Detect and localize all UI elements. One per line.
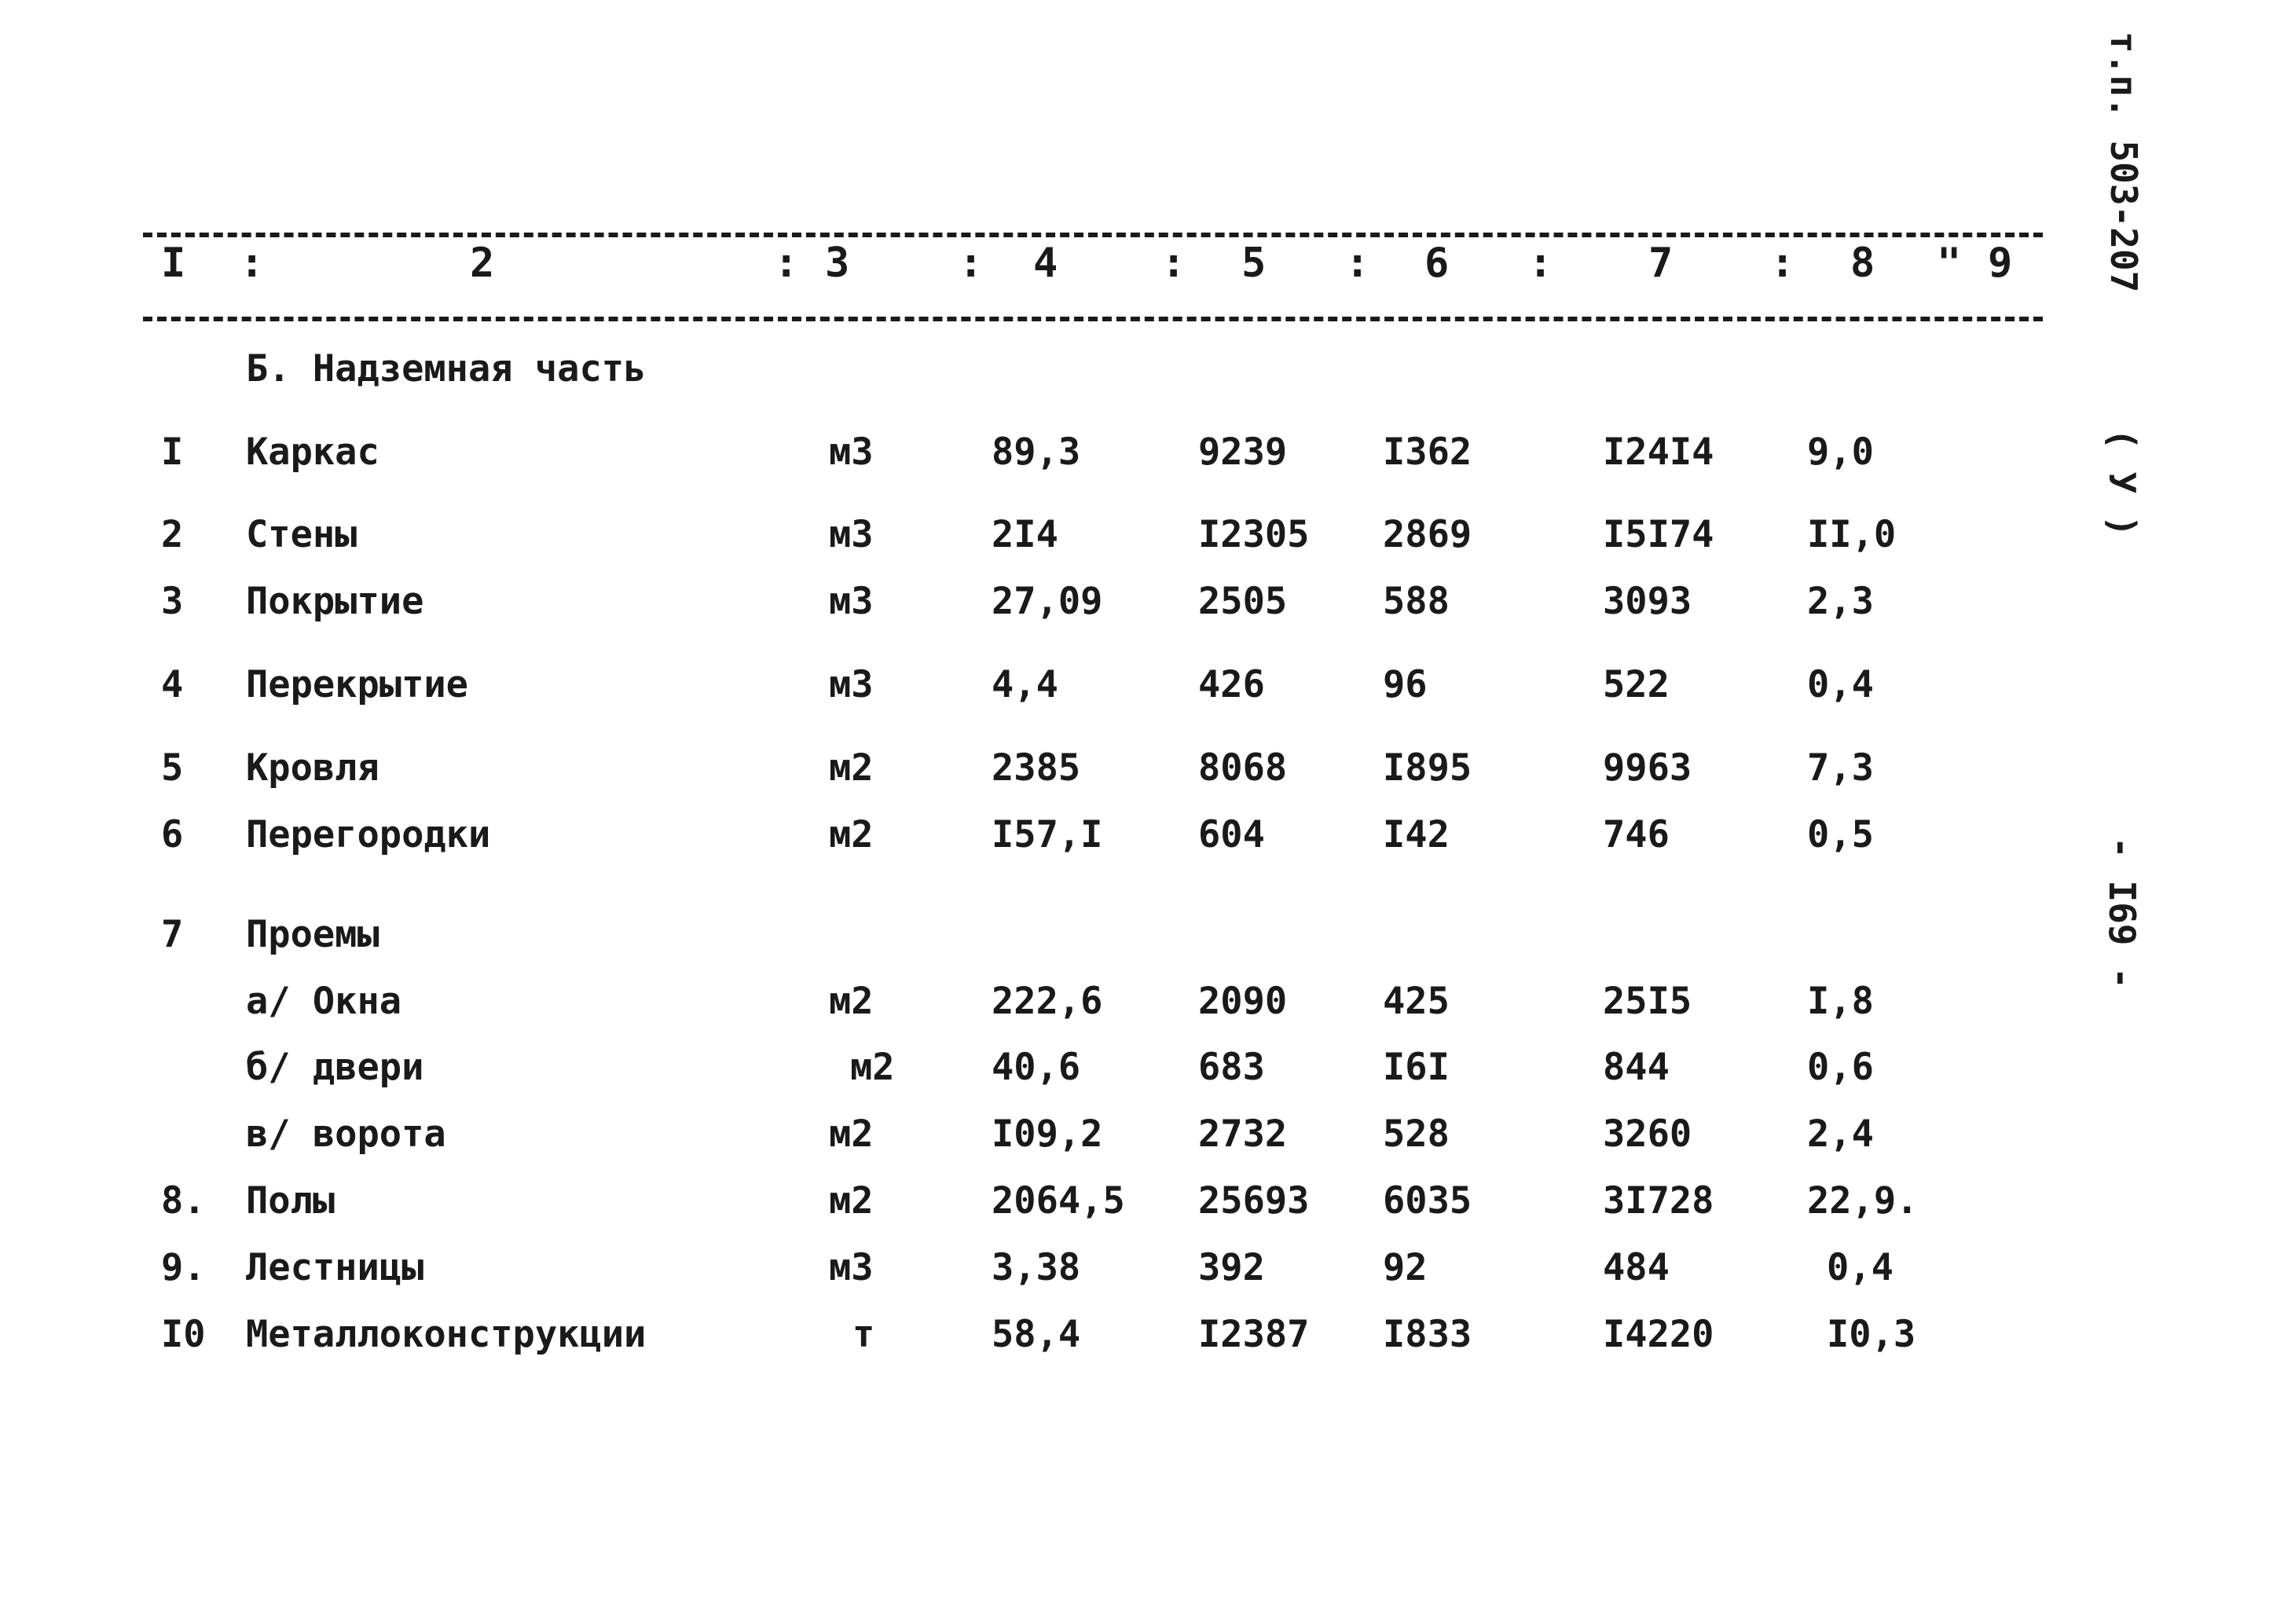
header-col-5: 5 — [1241, 240, 1267, 287]
row-name: Лестницы — [246, 1246, 424, 1289]
row-col5: 2732 — [1198, 1113, 1288, 1156]
row-col8: 2,3 — [1807, 580, 1874, 623]
row-col7: 484 — [1603, 1246, 1670, 1289]
row-col4: 2I4 — [992, 513, 1058, 556]
header-col-4: 4 — [1033, 240, 1058, 287]
row-col6: I833 — [1383, 1313, 1472, 1356]
header-col-6: 6 — [1424, 240, 1450, 287]
row-col6: 425 — [1383, 980, 1450, 1023]
row-col5: 604 — [1198, 813, 1265, 856]
row-col8: 7,3 — [1807, 746, 1874, 790]
row-col8: 22,9. — [1807, 1179, 1919, 1223]
row-col8: 0,5 — [1807, 813, 1874, 856]
row-col8: II,0 — [1807, 513, 1897, 556]
row-col7: I4220 — [1603, 1313, 1714, 1356]
row-col7: 3I728 — [1603, 1179, 1714, 1223]
header-col-2: 2 — [470, 240, 495, 287]
row-col8: 9,0 — [1807, 431, 1874, 474]
header-separator: : — [959, 240, 984, 287]
row-number: I0 — [161, 1313, 206, 1356]
row-col8: 0,6 — [1807, 1046, 1874, 1089]
row-unit: м2 — [829, 1113, 874, 1156]
section-title: Б. Надземная часть — [246, 347, 647, 390]
row-col5: 25693 — [1198, 1179, 1310, 1223]
row-unit: м3 — [829, 663, 874, 706]
row-col8: 2,4 — [1807, 1113, 1874, 1156]
row-unit: м3 — [829, 1246, 874, 1289]
row-number: 2 — [161, 513, 184, 556]
row-col4: 89,3 — [992, 431, 1081, 474]
row-col5: I2387 — [1198, 1313, 1310, 1356]
row-number: 3 — [161, 580, 184, 623]
row-col6: 6035 — [1383, 1179, 1472, 1223]
row-col6: 96 — [1383, 663, 1428, 706]
row-unit: м2 — [829, 746, 874, 790]
header-col-7: 7 — [1648, 240, 1674, 287]
row-col6: I42 — [1383, 813, 1450, 856]
row-name: а/ Окна — [246, 980, 402, 1023]
row-col5: 8068 — [1198, 746, 1288, 790]
row-col7: 844 — [1603, 1046, 1670, 1089]
row-col6: 92 — [1383, 1246, 1428, 1289]
row-number: 5 — [161, 746, 184, 790]
row-col6: 2869 — [1383, 513, 1472, 556]
row-col6: 588 — [1383, 580, 1450, 623]
header-separator: : — [774, 240, 799, 287]
row-col5: 683 — [1198, 1046, 1265, 1089]
row-col4: 222,6 — [992, 980, 1103, 1023]
row-col5: 426 — [1198, 663, 1265, 706]
row-col5: I2305 — [1198, 513, 1310, 556]
row-name: Кровля — [246, 746, 379, 790]
row-col7: I24I4 — [1603, 431, 1714, 474]
row-number: 9. — [161, 1246, 206, 1289]
header-col-3: 3 — [825, 240, 850, 287]
row-name: б/ двери — [246, 1046, 424, 1089]
header-separator: " — [1937, 240, 1962, 287]
header-col-8: 8 — [1850, 240, 1875, 287]
row-unit: м2 — [850, 1046, 895, 1089]
row-unit: м2 — [829, 813, 874, 856]
row-col4: 40,6 — [992, 1046, 1081, 1089]
sheet-mark: ( У ) — [2101, 428, 2143, 537]
row-col7: 3093 — [1603, 580, 1692, 623]
row-col6: 528 — [1383, 1113, 1450, 1156]
row-col7: I5I74 — [1603, 513, 1714, 556]
row-col5: 9239 — [1198, 431, 1288, 474]
row-name: Стены — [246, 513, 357, 556]
row-col7: 9963 — [1603, 746, 1692, 790]
row-unit: т — [852, 1313, 875, 1356]
row-col7: 746 — [1603, 813, 1670, 856]
row-col4: 2064,5 — [992, 1179, 1125, 1223]
row-number: I — [161, 431, 184, 474]
row-unit: м3 — [829, 431, 874, 474]
row-name: Металлоконструкции — [246, 1313, 647, 1356]
row-name: Перекрытие — [246, 663, 468, 706]
row-number: 4 — [161, 663, 184, 706]
document-code: т.п. 503-207 — [2103, 31, 2145, 293]
row-name: Покрытие — [246, 580, 424, 623]
row-name: в/ ворота — [246, 1113, 446, 1156]
row-col8: I,8 — [1807, 980, 1874, 1023]
row-col7: 522 — [1603, 663, 1670, 706]
row-col4: 3,38 — [992, 1246, 1081, 1289]
header-col-1: I — [161, 240, 186, 287]
row-col8: I0,3 — [1827, 1313, 1916, 1356]
row-col6: I895 — [1383, 746, 1472, 790]
header-separator: : — [1770, 240, 1795, 287]
row-col6: I6I — [1383, 1046, 1450, 1089]
header-col-9: 9 — [1988, 240, 2013, 287]
header-bottom-rule — [143, 317, 2043, 321]
row-col4: I09,2 — [992, 1113, 1103, 1156]
row-col5: 2505 — [1198, 580, 1288, 623]
row-col4: 58,4 — [992, 1313, 1081, 1356]
page-number: - I69 - — [2101, 837, 2143, 989]
row-col6: I362 — [1383, 431, 1472, 474]
row-unit: м3 — [829, 513, 874, 556]
row-name: Каркас — [246, 431, 379, 474]
row-col5: 392 — [1198, 1246, 1265, 1289]
row-col7: 3260 — [1603, 1113, 1692, 1156]
row-unit: м2 — [829, 1179, 874, 1223]
row-col4: 2385 — [992, 746, 1081, 790]
header-top-rule — [143, 233, 2043, 237]
row-name: Перегородки — [246, 813, 491, 856]
row-number: 8. — [161, 1179, 206, 1223]
row-unit: м3 — [829, 580, 874, 623]
row-col4: I57,I — [992, 813, 1103, 856]
header-separator: : — [240, 240, 265, 287]
row-name: Полы — [246, 1179, 335, 1223]
row-col4: 4,4 — [992, 663, 1058, 706]
row-col7: 25I5 — [1603, 980, 1692, 1023]
row-col5: 2090 — [1198, 980, 1288, 1023]
row-number: 6 — [161, 813, 184, 856]
row-col8: 0,4 — [1827, 1246, 1894, 1289]
row-number: 7 — [161, 913, 184, 956]
header-separator: : — [1528, 240, 1553, 287]
row-col4: 27,09 — [992, 580, 1103, 623]
header-separator: : — [1345, 240, 1370, 287]
row-unit: м2 — [829, 980, 874, 1023]
header-separator: : — [1161, 240, 1186, 287]
row-col8: 0,4 — [1807, 663, 1874, 706]
row-name: Проемы — [246, 913, 379, 956]
